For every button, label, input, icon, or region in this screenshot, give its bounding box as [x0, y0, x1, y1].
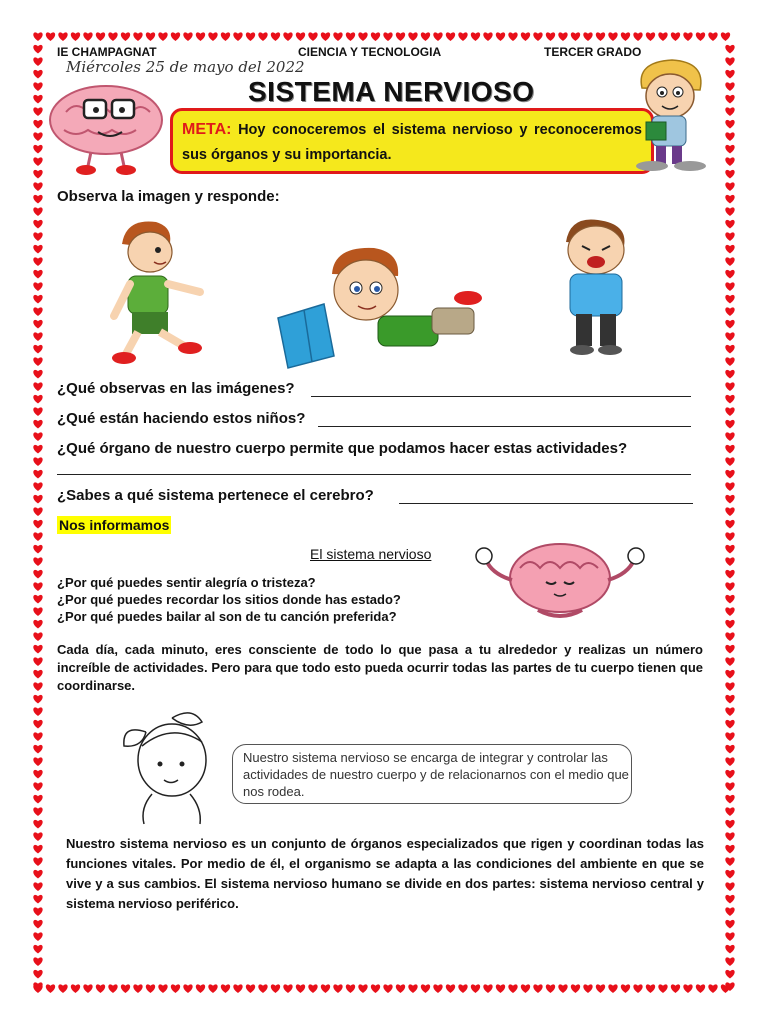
heart-icon	[33, 320, 42, 329]
heart-icon	[725, 120, 734, 129]
heart-icon	[33, 395, 42, 404]
heart-icon	[83, 984, 92, 993]
heart-icon	[725, 245, 734, 254]
heart-icon	[33, 857, 42, 866]
heart-icon	[721, 32, 730, 41]
question-2: ¿Qué están haciendo estos niños?	[57, 410, 306, 427]
heart-icon	[308, 32, 317, 41]
heart-icon	[33, 932, 42, 941]
heart-icon	[33, 945, 42, 954]
meditating-brain-illustration	[468, 538, 652, 630]
heart-icon	[33, 682, 42, 691]
heart-icon	[658, 984, 667, 993]
heart-icon	[446, 32, 455, 41]
heart-icon	[383, 984, 392, 993]
heart-icon	[696, 32, 705, 41]
heart-icon	[725, 807, 734, 816]
heart-icon	[725, 882, 734, 891]
heart-icon	[33, 520, 42, 529]
heart-icon	[33, 157, 42, 166]
heart-icon	[725, 670, 734, 679]
heart-icon	[33, 45, 42, 54]
heart-icon	[233, 32, 242, 41]
heart-icon	[608, 32, 617, 41]
heart-icon	[471, 984, 480, 993]
heart-icon	[725, 845, 734, 854]
heart-icon	[725, 657, 734, 666]
heart-icon	[521, 984, 530, 993]
heart-icon	[725, 420, 734, 429]
heart-icon	[533, 32, 542, 41]
heart-icon	[725, 207, 734, 216]
heart-icon	[158, 984, 167, 993]
heart-icon	[521, 32, 530, 41]
heart-icon	[33, 32, 42, 41]
heart-icon	[33, 732, 42, 741]
heart-icon	[725, 182, 734, 191]
heart-icon	[83, 32, 92, 41]
heart-icon	[725, 307, 734, 316]
heart-icon	[483, 984, 492, 993]
heart-icon	[725, 907, 734, 916]
heart-icon	[33, 232, 42, 241]
heart-icon	[33, 245, 42, 254]
heart-icon	[725, 232, 734, 241]
page-title: SISTEMA NERVIOSO	[248, 76, 535, 107]
heart-icon	[46, 32, 55, 41]
heart-icon	[33, 182, 42, 191]
info-question-1: ¿Por qué puedes sentir alegría o tristeza?	[57, 575, 316, 590]
heart-icon	[596, 984, 605, 993]
heart-icon	[725, 732, 734, 741]
paragraph-2: Nuestro sistema nervioso es un conjunto de órganos especializados que rigen y coordinan todas las funciones vitales. Por medio de él, el organismo se adapta a las condiciones del ambiente en que se vive y a sus cambios. El sistema nervioso humano se divide en dos partes: sistema nervioso central y sistema nervioso periférico.	[66, 836, 704, 911]
heart-icon	[725, 220, 734, 229]
heart-icon	[358, 32, 367, 41]
meta-text: Hoy conoceremos el sistema nervioso y reconoceremos sus órganos y su importancia.	[182, 122, 642, 163]
heart-icon	[221, 32, 230, 41]
heart-icon	[725, 582, 734, 591]
heart-icon	[183, 32, 192, 41]
heart-icon	[33, 607, 42, 616]
heart-icon	[558, 32, 567, 41]
heart-icon	[346, 984, 355, 993]
heart-icon	[725, 170, 734, 179]
heart-icon	[546, 32, 555, 41]
heart-icon	[725, 345, 734, 354]
heart-icon	[725, 82, 734, 91]
heart-icon	[725, 570, 734, 579]
heart-icon	[396, 32, 405, 41]
heart-icon	[408, 984, 417, 993]
paragraph-1: Cada día, cada minuto, eres consciente de todo lo que pasa a tu alrededor y realizas un número increíble de actividades. Pero para que todo esto pueda ocurrir todas las partes de tu cuerpo tienen que coordinarse.	[57, 642, 703, 693]
heart-icon	[725, 545, 734, 554]
heart-icon	[725, 895, 734, 904]
heart-icon	[725, 757, 734, 766]
heart-icon	[725, 45, 734, 54]
heart-icon	[33, 470, 42, 479]
section-heading: Nos informamos	[59, 517, 170, 533]
heart-icon	[33, 107, 42, 116]
meta-text-block	[182, 117, 642, 168]
heart-icon	[433, 984, 442, 993]
heart-icon	[33, 807, 42, 816]
heart-icon	[725, 745, 734, 754]
heart-icon	[271, 32, 280, 41]
heart-icon	[708, 984, 717, 993]
heart-icon	[33, 632, 42, 641]
heart-icon	[96, 32, 105, 41]
heart-icon	[725, 620, 734, 629]
subject-name: CIENCIA Y TECNOLOGIA	[298, 45, 442, 59]
heart-icon	[725, 132, 734, 141]
heart-icon	[246, 32, 255, 41]
heart-icon	[296, 32, 305, 41]
grade-label: TERCER GRADO	[544, 45, 642, 59]
heart-icon	[725, 507, 734, 516]
heart-icon	[33, 545, 42, 554]
heart-icon	[246, 984, 255, 993]
heart-icon	[33, 507, 42, 516]
heart-icon	[196, 984, 205, 993]
heart-icon	[33, 970, 42, 979]
heart-icon	[725, 857, 734, 866]
heart-icon	[33, 407, 42, 416]
heart-icon	[58, 32, 67, 41]
heart-icon	[33, 432, 42, 441]
heart-icon	[621, 32, 630, 41]
heart-icon	[371, 984, 380, 993]
observe-instruction: Observa la imagen y responde:	[57, 188, 280, 205]
heart-icon	[421, 984, 430, 993]
heart-icon	[33, 757, 42, 766]
heart-icon	[258, 32, 267, 41]
heart-icon	[33, 595, 42, 604]
heart-icon	[383, 32, 392, 41]
heart-icon	[725, 57, 734, 66]
heart-icon	[221, 984, 230, 993]
heart-icon	[583, 984, 592, 993]
heart-icon	[546, 984, 555, 993]
heart-icon	[33, 445, 42, 454]
meta-label: META:	[182, 121, 232, 138]
heart-icon	[725, 495, 734, 504]
school-name: IE CHAMPAGNAT	[57, 45, 157, 59]
heart-icon	[571, 984, 580, 993]
heart-icon	[725, 820, 734, 829]
heart-icon	[446, 984, 455, 993]
heart-icon	[33, 557, 42, 566]
heart-icon	[725, 382, 734, 391]
heart-icon	[725, 707, 734, 716]
heart-icon	[708, 32, 717, 41]
heart-icon	[371, 32, 380, 41]
heart-icon	[33, 482, 42, 491]
heart-icon	[725, 520, 734, 529]
heart-icon	[233, 984, 242, 993]
heart-icon	[196, 32, 205, 41]
heart-icon	[271, 984, 280, 993]
heart-icon	[33, 582, 42, 591]
heart-icon	[508, 32, 517, 41]
heart-icon	[33, 145, 42, 154]
heart-icon	[71, 984, 80, 993]
heart-icon	[296, 984, 305, 993]
heart-icon	[33, 795, 42, 804]
heart-icon	[725, 557, 734, 566]
heart-icon	[496, 32, 505, 41]
heart-icon	[621, 984, 630, 993]
heart-icon	[725, 957, 734, 966]
heart-icon	[725, 95, 734, 104]
heart-icon	[33, 745, 42, 754]
heart-icon	[725, 832, 734, 841]
heart-icon	[725, 445, 734, 454]
heart-icon	[683, 32, 692, 41]
heart-icon	[33, 357, 42, 366]
heart-icon	[725, 295, 734, 304]
answer-line-3[interactable]	[57, 474, 691, 475]
heart-icon	[33, 195, 42, 204]
heart-icon	[725, 70, 734, 79]
heart-icon	[33, 282, 42, 291]
heart-icon	[33, 270, 42, 279]
heart-icon	[33, 332, 42, 341]
heart-icon	[496, 984, 505, 993]
heart-icon	[333, 984, 342, 993]
heart-icon	[725, 632, 734, 641]
answer-line-4[interactable]	[399, 503, 693, 504]
heart-icon	[483, 32, 492, 41]
heart-icon	[321, 32, 330, 41]
heart-icon	[725, 145, 734, 154]
heart-icon	[158, 32, 167, 41]
heart-icon	[146, 984, 155, 993]
heart-icon	[725, 432, 734, 441]
heart-icon	[33, 820, 42, 829]
heart-icon	[183, 984, 192, 993]
heart-icon	[33, 420, 42, 429]
heart-icon	[725, 482, 734, 491]
heart-icon	[508, 984, 517, 993]
heart-icon	[725, 770, 734, 779]
heart-icon	[33, 707, 42, 716]
heart-icon	[33, 882, 42, 891]
heart-icon	[33, 920, 42, 929]
heart-icon	[283, 32, 292, 41]
heart-icon	[308, 984, 317, 993]
heart-icon	[33, 120, 42, 129]
crying-boy-illustration	[556, 218, 636, 358]
heart-icon	[633, 984, 642, 993]
heart-icon	[583, 32, 592, 41]
heart-icon	[208, 32, 217, 41]
heart-icon	[725, 645, 734, 654]
heart-icon	[571, 32, 580, 41]
info-question-3: ¿Por qué puedes bailar al son de tu canción preferida?	[57, 609, 397, 624]
heart-icon	[33, 720, 42, 729]
heart-icon	[33, 845, 42, 854]
heart-icon	[725, 870, 734, 879]
heart-icon	[33, 657, 42, 666]
boy-with-book-illustration	[622, 58, 714, 176]
heart-icon	[408, 32, 417, 41]
heart-icon	[33, 670, 42, 679]
heart-icon	[725, 357, 734, 366]
heart-icon	[421, 32, 430, 41]
heart-icon	[725, 932, 734, 941]
heart-icon	[33, 345, 42, 354]
heart-icon	[725, 920, 734, 929]
heart-icon	[108, 32, 117, 41]
heart-icon	[725, 195, 734, 204]
heart-icon	[71, 32, 80, 41]
heart-icon	[658, 32, 667, 41]
heart-icon	[725, 270, 734, 279]
heart-icon	[283, 984, 292, 993]
question-4: ¿Sabes a qué sistema pertenece el cerebro?	[57, 487, 374, 504]
heart-icon	[725, 157, 734, 166]
heart-icon	[133, 32, 142, 41]
brain-glasses-illustration	[46, 82, 166, 177]
heart-icon	[608, 984, 617, 993]
heart-icon	[33, 770, 42, 779]
heart-icon	[33, 257, 42, 266]
heart-icon	[33, 907, 42, 916]
heart-icon	[396, 984, 405, 993]
heart-icon	[725, 470, 734, 479]
heart-icon	[683, 984, 692, 993]
heart-icon	[171, 32, 180, 41]
heart-icon	[725, 457, 734, 466]
heart-icon	[258, 984, 267, 993]
heart-icon	[458, 984, 467, 993]
heart-icon	[33, 70, 42, 79]
heart-icon	[33, 132, 42, 141]
walking-boy-illustration	[100, 214, 212, 366]
section-subtitle: El sistema nervioso	[310, 546, 432, 562]
heart-icon	[433, 32, 442, 41]
heart-icon	[133, 984, 142, 993]
heart-icon	[725, 595, 734, 604]
heart-icon	[346, 32, 355, 41]
heart-icon	[33, 645, 42, 654]
heart-icon	[725, 795, 734, 804]
heart-icon	[33, 82, 42, 91]
heart-icon	[725, 332, 734, 341]
heart-icon	[146, 32, 155, 41]
heart-icon	[33, 782, 42, 791]
heart-icon	[533, 984, 542, 993]
heart-icon	[33, 295, 42, 304]
answer-line-2[interactable]	[318, 426, 691, 427]
heart-icon	[33, 620, 42, 629]
heart-icon	[646, 32, 655, 41]
heart-icon	[558, 984, 567, 993]
heart-icon	[33, 870, 42, 879]
heart-icon	[725, 532, 734, 541]
heart-icon	[725, 782, 734, 791]
heart-icon	[725, 370, 734, 379]
heart-icon	[33, 207, 42, 216]
heart-icon	[725, 945, 734, 954]
heart-icon	[725, 282, 734, 291]
heart-icon	[208, 984, 217, 993]
heart-icon	[33, 895, 42, 904]
heart-icon	[458, 32, 467, 41]
speech-bubble-text: Nuestro sistema nervioso se encarga de integrar y controlar las actividades de nuestro cuerpo y de relacionarnos con el medio que nos rodea.	[243, 750, 629, 799]
heart-icon	[171, 984, 180, 993]
heart-icon	[33, 220, 42, 229]
heart-icon	[725, 970, 734, 979]
heart-icon	[725, 395, 734, 404]
heart-icon	[33, 532, 42, 541]
info-question-2: ¿Por qué puedes recordar los sitios donde has estado?	[57, 592, 401, 607]
date-label: Miércoles 25 de mayo del 2022	[66, 58, 305, 76]
heart-icon	[321, 984, 330, 993]
heart-icon	[33, 495, 42, 504]
heart-icon	[333, 32, 342, 41]
heart-icon	[33, 832, 42, 841]
heart-icon	[33, 370, 42, 379]
heart-icon	[33, 170, 42, 179]
reading-boy-illustration	[272, 244, 492, 368]
heart-icon	[725, 607, 734, 616]
heart-icon	[471, 32, 480, 41]
heart-icon	[33, 57, 42, 66]
heart-icon	[33, 957, 42, 966]
girl-outline-illustration	[112, 708, 224, 826]
heart-icon	[671, 984, 680, 993]
heart-icon	[33, 695, 42, 704]
heart-icon	[596, 32, 605, 41]
heart-icon	[725, 407, 734, 416]
heart-icon	[33, 307, 42, 316]
heart-icon	[358, 984, 367, 993]
heart-icon	[33, 570, 42, 579]
heart-icon	[725, 257, 734, 266]
heart-icon	[121, 32, 130, 41]
heart-icon	[671, 32, 680, 41]
question-3: ¿Qué órgano de nuestro cuerpo permite que podamos hacer estas actividades?	[57, 440, 628, 457]
heart-icon	[108, 984, 117, 993]
heart-icon	[33, 457, 42, 466]
heart-icon	[696, 984, 705, 993]
heart-icon	[725, 320, 734, 329]
heart-icon	[725, 682, 734, 691]
heart-icon	[58, 984, 67, 993]
heart-icon	[33, 95, 42, 104]
heart-icon	[725, 720, 734, 729]
answer-line-1[interactable]	[311, 396, 691, 397]
heart-icon	[121, 984, 130, 993]
heart-icon	[33, 382, 42, 391]
question-1: ¿Qué observas en las imágenes?	[57, 380, 295, 397]
heart-icon	[646, 984, 655, 993]
heart-icon	[46, 984, 55, 993]
heart-icon	[725, 695, 734, 704]
heart-icon	[633, 32, 642, 41]
heart-icon	[725, 107, 734, 116]
heart-icon	[96, 984, 105, 993]
